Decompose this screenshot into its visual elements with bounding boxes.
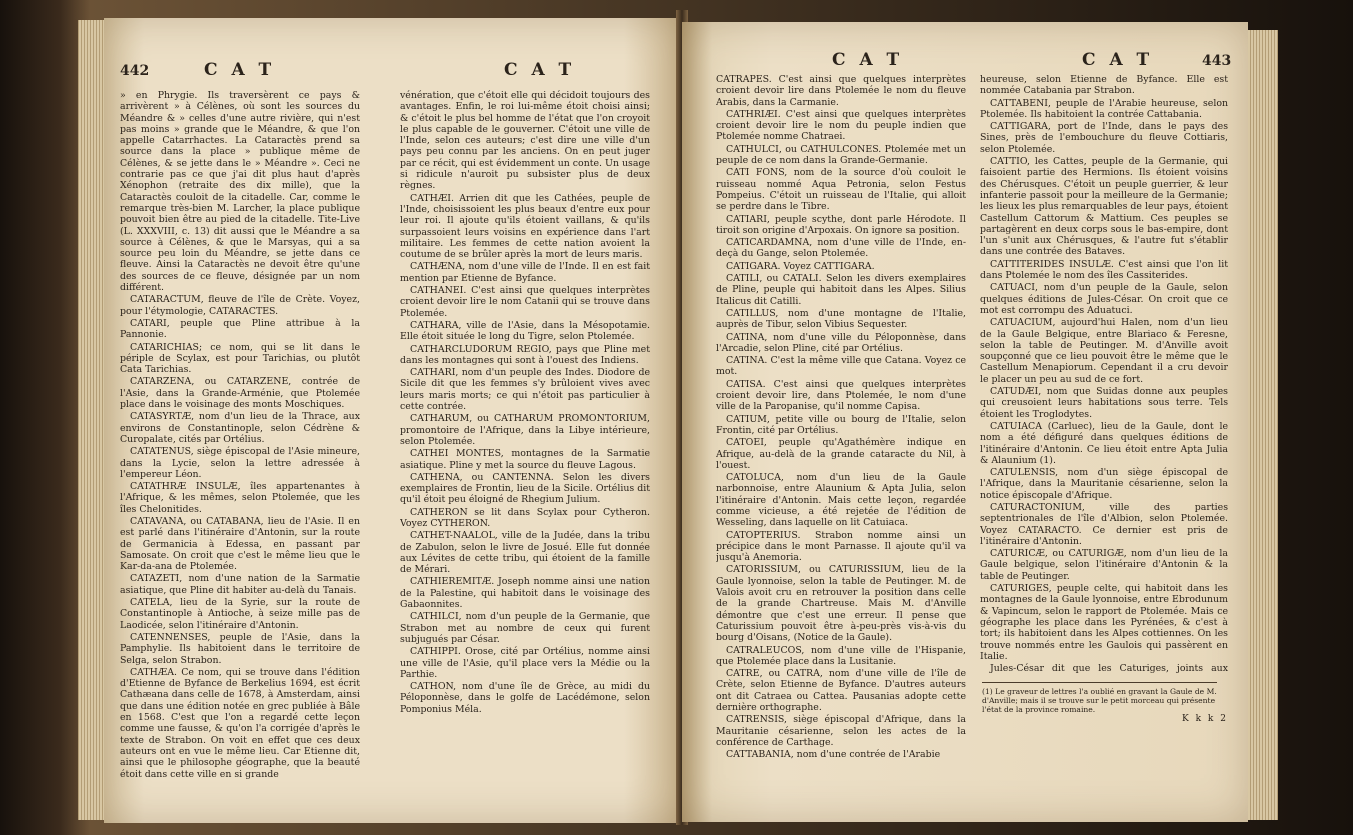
dictionary-entry: CATHILCI, nom d'un peuple de la Germanie, que Strabon met au nombre de ceux qui furent subjugués par César. (400, 611, 650, 645)
dictionary-entry: CATHIPPI. Orose, cité par Ortélius, nomme ainsi une ville de l'Asie, qu'il place vers la Médie ou la Parthie. (400, 646, 650, 680)
dictionary-entry: CATISA. C'est ainsi que quelques interprètes croient devoir lire, dans Ptolemée, le nom d'une ville de la Paropanise, qu'il nomme Capisa. (716, 378, 966, 413)
dictionary-entry: CATTITERIDES INSULÆ. C'est ainsi que l'on lit dans Ptolemée le nom des îles Cassiterides. (980, 258, 1228, 282)
dictionary-entry: CATULENSIS, nom d'un siège épiscopal de l'Afrique, dans la Mauritanie césarienne, selon la notice épiscopale d'Afrique. (980, 467, 1228, 501)
dictionary-entry: CATURIGES, peuple celte, qui habitoit dans les montagnes de la Gaule lyonnoise, entre Ebrodunum & Vapincum, selon le rapport de Ptolemée. Mais ce géographe les place dans les Pyrénées, & c'est à tort; ils habitoient dans les Alpes cottiennes. On les trouve nommés entre les Gaulois qui passèrent en Italie. (980, 583, 1228, 662)
dictionary-entry: CATIARI, peuple scythe, dont parle Hérodote. Il tiroit son origine d'Arpoxais. On ignore sa position. (716, 213, 966, 236)
dictionary-entry: CATARI, peuple que Pline attribue à la Pannonie. (120, 317, 360, 341)
dictionary-entry: CATIUM, petite ville ou bourg de l'Italie, selon Frontin, cité par Ortélius. (716, 413, 966, 436)
dictionary-entry: CATHET-NAALOL, ville de la Judée, dans la tribu de Zabulon, selon le livre de Josué. Elle fut donnée aux Lévites de cette tribu, qui étoient de la famille de Mérari. (400, 530, 650, 576)
dictionary-entry: CATICARDAMNA, nom d'une ville de l'Inde, en-deçà du Gange, selon Ptolemée. (716, 237, 966, 260)
dictionary-entry: CATORISSIUM, ou CATURISSIUM, lieu de la Gaule lyonnoise, selon la table de Peutinger. M. de Valois avoit cru en retrouver la position dans celle de la grande Chartreuse. Mais M. d'Anville démontre que c'est une erreur. Il pense que Caturissium pouvoit être à-peu-près vis-à-vis du bourg d'Oisans, (Notice de la Gaule). (716, 564, 966, 644)
dictionary-entry: CATTIO, les Cattes, peuple de la Germanie, qui faisoient partie des Hermions. Ils étoient voisins des Chérusques. C'étoit un peuple guerrier, & leur infanterie passoit pour la meilleure de la Germanie; les lieux les plus remarquables de leur pays, étoient Castellum Cattorum & Mattium. Ces peuples se partagèrent en deux corps sous le bas-empire, dont l'un s'unit aux Chérusques, & l'autre fut s'établir dans une contrée des Bataves. (980, 156, 1228, 258)
dictionary-entry: CATHON, nom d'une île de Grèce, au midi du Péloponnèse, dans le golfe de Lacédémone, selon Pomponius Méla. (400, 681, 650, 715)
dictionary-entry: CATURACTONIUM, ville des parties septentrionales de l'île d'Albion, selon Ptolemée. Voyez CATARACTO. Ce dernier est pris de l'itinéraire d'Antonin. (980, 501, 1228, 547)
dictionary-entry: CATOEI, peuple qu'Agathémère indique en Afrique, au-delà de la grande cataracte du Nil, à l'ouest. (716, 437, 966, 471)
right-running-head-1: C A T (832, 50, 904, 70)
dictionary-entry: CATILI, ou CATALI. Selon les divers exemplaires de Pline, peuple qui habitoit dans les Alpes. Silius Italicus dit Catilli. (716, 273, 966, 307)
dictionary-entry: CATHRIÆI. C'est ainsi que quelques interprètes croient devoir lire le nom du peuple indien que Ptolemée nomme Chatraei. (716, 108, 966, 143)
dictionary-entry: vénération, que c'étoit elle qui décidoit toujours des avantages. Enfin, le roi lui-même étoit choisi ainsi; & c'étoit le plus bel homme de l'état que l'on croyoit le plus capable de le gouverner. C'étoit une ville de l'Inde, selon ces auteurs; c'est dire une ville d'un pays peu connu par les anciens. On en peut juger par ce récit, qui est évidemment un conte. Un usage si ridicule n'auroit pu subsister plus de deux règnes. (400, 90, 650, 192)
right-page (682, 22, 1248, 822)
dictionary-entry: CATHARUM, ou CATHARUM PROMONTORIUM, promontoire de l'Afrique, dans la Libye intérieure, selon Ptolemée. (400, 413, 650, 447)
dictionary-entry: CATELA, lieu de la Syrie, sur la route de Constantinople à Antioche, à seize mille pas de Laodicée, selon l'itinéraire d'Antonin. (120, 597, 360, 631)
right-page-number: 443 (1202, 53, 1232, 69)
left-running-head-1: C A T (204, 60, 276, 80)
dictionary-entry: CATTIGARA, port de l'Inde, dans le pays des Sines, près de l'embouchure du fleuve Cottiaris, selon Ptolemée. (980, 121, 1228, 155)
dictionary-entry: CATUACI, nom d'un peuple de la Gaule, selon quelques éditions de Jules-César. On croit que ce mot est corrompu des Aduatuci. (980, 282, 1228, 316)
dictionary-entry: CATAZETI, nom d'une nation de la Sarmatie asiatique, que Pline dit habiter au-delà du Tanais. (120, 573, 360, 596)
footnote: (1) Le graveur de lettres l'a oublié en gravant la Gaule de M. d'Anville; mais il se trouve sur le petit morceau qui présente l'état de la province romaine. (982, 682, 1217, 714)
dictionary-entry: CATHARCLUDORUM REGIO, pays que Pline met dans les montagnes qui sont à l'ouest des Indiens. (400, 343, 650, 366)
dictionary-entry: CATUDÆI, nom que Suidas donne aux peuples qui creusoient leurs habitations sous terre. Tels étoient les Troglodytes. (980, 386, 1228, 420)
dictionary-entry: CATATHRÆ INSULÆ, îles appartenantes à l'Afrique, & les mêmes, selon Ptolemée, que les îles Chelonitides. (120, 481, 360, 515)
dictionary-entry: CATINA, nom d'une ville du Péloponnèse, dans l'Arcadie, selon Pline, cité par Ortélius. (716, 331, 966, 354)
dictionary-entry: CATIGARA. Voyez CATTIGARA. (726, 260, 875, 272)
dictionary-entry: CATHÆNA, nom d'une ville de l'Inde. Il en est fait mention par Etienne de Byfance. (400, 261, 650, 284)
dictionary-entry: CATINA. C'est la même ville que Catana. Voyez ce mot. (716, 355, 966, 378)
dictionary-entry: CATURICÆ, ou CATURIGÆ, nom d'un lieu de la Gaule belgique, selon l'itinéraire d'Antonin & la table de Peutinger. (980, 548, 1228, 582)
dictionary-entry: CATILLUS, nom d'une montagne de l'Italie, auprès de Tibur, selon Vibius Sequester. (716, 307, 966, 331)
left-running-head-2: C A T (504, 60, 576, 80)
dictionary-entry: CATRENSIS, siège épiscopal d'Afrique, dans la Mauritanie césarienne, selon les actes de la conférence de Carthage. (716, 714, 966, 748)
dictionary-entry: CATENNENSES, peuple de l'Asie, dans la Pamphylie. Ils habitoient dans le territoire de Selga, selon Strabon. (120, 631, 360, 666)
dictionary-entry: CATHARA, ville de l'Asie, dans la Mésopotamie. Elle étoit située le long du Tigre, selon Ptolemée. (400, 319, 650, 343)
dictionary-entry: CATHARI, nom d'un peuple des Indes. Diodore de Sicile dit que les femmes s'y brûloient vives avec leurs maris morts; ce qui n'étoit pas particulier à cette contrée. (400, 367, 650, 413)
page-edges-left (78, 20, 106, 820)
page-edges-right (1248, 30, 1278, 820)
dictionary-entry: CATTABANIA, nom d'une contrée de l'Arabie (726, 749, 941, 761)
dictionary-entry: CATTABENI, peuple de l'Arabie heureuse, selon Ptolemée. Ils habitoient la contrée Cattabania. (980, 97, 1228, 120)
dictionary-entry: CATHENA, ou CANTENNA. Selon les divers exemplaires de Frontin, lieu de la Sicile. Ortélius dit qu'il étoit peu éloigné de Rhegium Julium. (400, 471, 650, 506)
dictionary-entry: CATHÆA. Ce nom, qui se trouve dans l'édition d'Etienne de Byfance de Berkelius 1694, est écrit Cathæana dans celle de 1678, à Amsterdam, ainsi que dans une édition notée en grec publiée à Bâle en 1568. C'est que l'on a regardé cette leçon comme une fausse, & qu'on l'a corrigée d'après le texte de Strabon. On voit en effet que ces deux auteurs ont en vue le même lieu. Car Etienne dit, ainsi que le philosophe géographe, que la beauté étoit dans cette ville en si grande (120, 666, 360, 780)
left-page-number: 442 (120, 63, 150, 79)
dictionary-entry: CATUACIUM, aujourd'hui Halen, nom d'un lieu de la Gaule Belgique, entre Blariaco & Feresne, selon la table de Peutinger. M. d'Anville avoit soupçonné que ce lieu pouvoit être le même que le Castellum Menapiorum. Cependant il a cru devoir le placer un peu au sud de ce fort. (980, 317, 1228, 385)
dictionary-entry: Jules-César dit que les Caturiges, joints aux (990, 663, 1228, 674)
signature-mark: K k k 2 (1182, 714, 1228, 724)
right-page-header (682, 50, 1248, 74)
dictionary-entry: CATRALEUCOS, nom d'une ville de l'Hispanie, que Ptolemée place dans la Lusitanie. (716, 644, 966, 667)
dictionary-entry: CATOLUCA, nom d'un lieu de la Gaule narbonnoise, entre Alaunium & Apta Julia, selon l'itinéraire d'Antonin. Mais cette leçon, regardée comme vicieuse, a été rejetée de l'édition de Wesseling, dans laquelle on lit Catuiaca. (716, 472, 966, 529)
right-page-column-2 (980, 74, 1228, 674)
dictionary-entry: CATHERON se lit dans Scylax pour Cytheron. Voyez CYTHERON. (400, 506, 650, 529)
dictionary-entry: » en Phrygie. Ils traversèrent ce pays & arrivèrent » à Célènes, où sont les sources du Méandre & » celles d'une autre rivière, qui n'est pas moins » grande que le Méandre, & que l'on appelle Catarrhactes. La Cataractès prend sa source dans la place » publique même de Célènes, & se jette dans le » Méandre ». Ceci ne contrarie pas ce que j'ai dit plus haut d'après Xénophon (retraite des dix mille), que la Cataractès couloit de la citadelle. Car, comme le remarque très-bien M. Larcher, la place publique pouvoit bien être au pied de la citadelle. Tite-Live (L. XXXVIII, c. 13) dit aussi que le Méandre a sa source à Célènes, & que le Marsyas, qui a sa source peu loin du Méandre, se jette dans ce fleuve. Ainsi la Cataractès ne devoit être qu'une des sources de ce fleuve, désignée par un nom différent. (120, 90, 360, 294)
left-page (104, 18, 682, 823)
dictionary-entry: CATRE, ou CATRA, nom d'une ville de l'île de Crète, selon Etienne de Byfance. D'autres auteurs ont dit Catraea ou Cattea. Pausanias adopte cette dernière orthographe. (716, 668, 966, 714)
dictionary-entry: CATARACTUM, fleuve de l'île de Crète. Voyez, pour l'étymologie, CATARACTES. (120, 294, 360, 317)
dictionary-entry: CATHULCI, ou CATHULCONES. Ptolemée met un peuple de ce nom dans la Grande-Germanie. (716, 143, 966, 167)
left-page-header (104, 60, 682, 84)
dictionary-entry: CATHIEREMITÆ. Joseph nomme ainsi une nation de la Palestine, qui habitoit dans le voisinage des Gabaonnites. (400, 576, 650, 611)
dictionary-entry: CATARZENA, ou CATARZENE, contrée de l'Asie, dans la Grande-Arménie, que Ptolemée place dans le voisinage des monts Moschiques. (120, 376, 360, 411)
dictionary-entry: CATATENUS, siège épiscopal de l'Asie mineure, dans la Lycie, selon la lettre adressée à l'empereur Léon. (120, 446, 360, 480)
left-page-column-1 (120, 90, 360, 823)
right-running-head-2: C A T (1082, 50, 1154, 70)
dictionary-entry: CATHÆI. Arrien dit que les Cathées, peuple de l'Inde, choisissoient les plus beaux d'entre eux pour leur roi. Il ajoute qu'ils étoient vaillans, & qu'ils surpassoient leurs voisins en expérience dans l'art militaire. Les femmes de cette nation avoient la coutume de se brûler après la mort de leurs maris. (400, 192, 650, 261)
dictionary-entry: CATUIACA (Carluec), lieu de la Gaule, dont le nom a été défiguré dans quelques éditions de l'itinéraire d'Antonin. Ce lieu étoit entre Apta Julia & Alaunium (1). (980, 420, 1228, 466)
right-page-column-1 (716, 74, 966, 814)
dictionary-entry: CATI FONS, nom de la source d'où couloit le ruisseau nommé Aqua Petronia, selon Festus Pompeius. C'étoit un ruisseau de l'Italie, qui alloit se perdre dans le Tibre. (716, 167, 966, 213)
dictionary-entry: heureuse, selon Etienne de Byfance. Elle est nommée Catabania par Strabon. (980, 74, 1228, 97)
dictionary-entry: CATHEI MONTES, montagnes de la Sarmatie asiatique. Pline y met la source du fleuve Lagous. (400, 448, 650, 471)
left-page-column-2 (400, 90, 650, 823)
dictionary-entry: CATAVANA, ou CATABANA, lieu de l'Asie. Il en est parlé dans l'itinéraire d'Antonin, sur la route de Germanicia à Edessa, en passant par Samosate. On croit que c'est le même lieu que le Kar-da-ana de Ptolemée. (120, 515, 360, 573)
dictionary-entry: CATARICHIAS; ce nom, qui se lit dans le périple de Scylax, est pour Tarichias, ou plutôt Cata Tarichias. (120, 341, 360, 376)
dictionary-entry: CATRAPES. C'est ainsi que quelques interprètes croient devoir lire dans Ptolemée le nom du fleuve Arabis, dans la Carmanie. (716, 74, 966, 108)
dictionary-entry: CATHANEI. C'est ainsi que quelques interprètes croient devoir lire le nom Catanii qui se trouve dans Ptolemée. (400, 285, 650, 319)
dictionary-entry: CATASYRTÆ, nom d'un lieu de la Thrace, aux environs de Constantinople, selon Cédrène & Curopalate, cités par Ortélius. (120, 411, 360, 445)
dictionary-entry: CATOPTERIUS. Strabon nomme ainsi un précipice dans le mont Parnasse. Il ajoute qu'il va jusqu'à Anemoria. (716, 529, 966, 564)
